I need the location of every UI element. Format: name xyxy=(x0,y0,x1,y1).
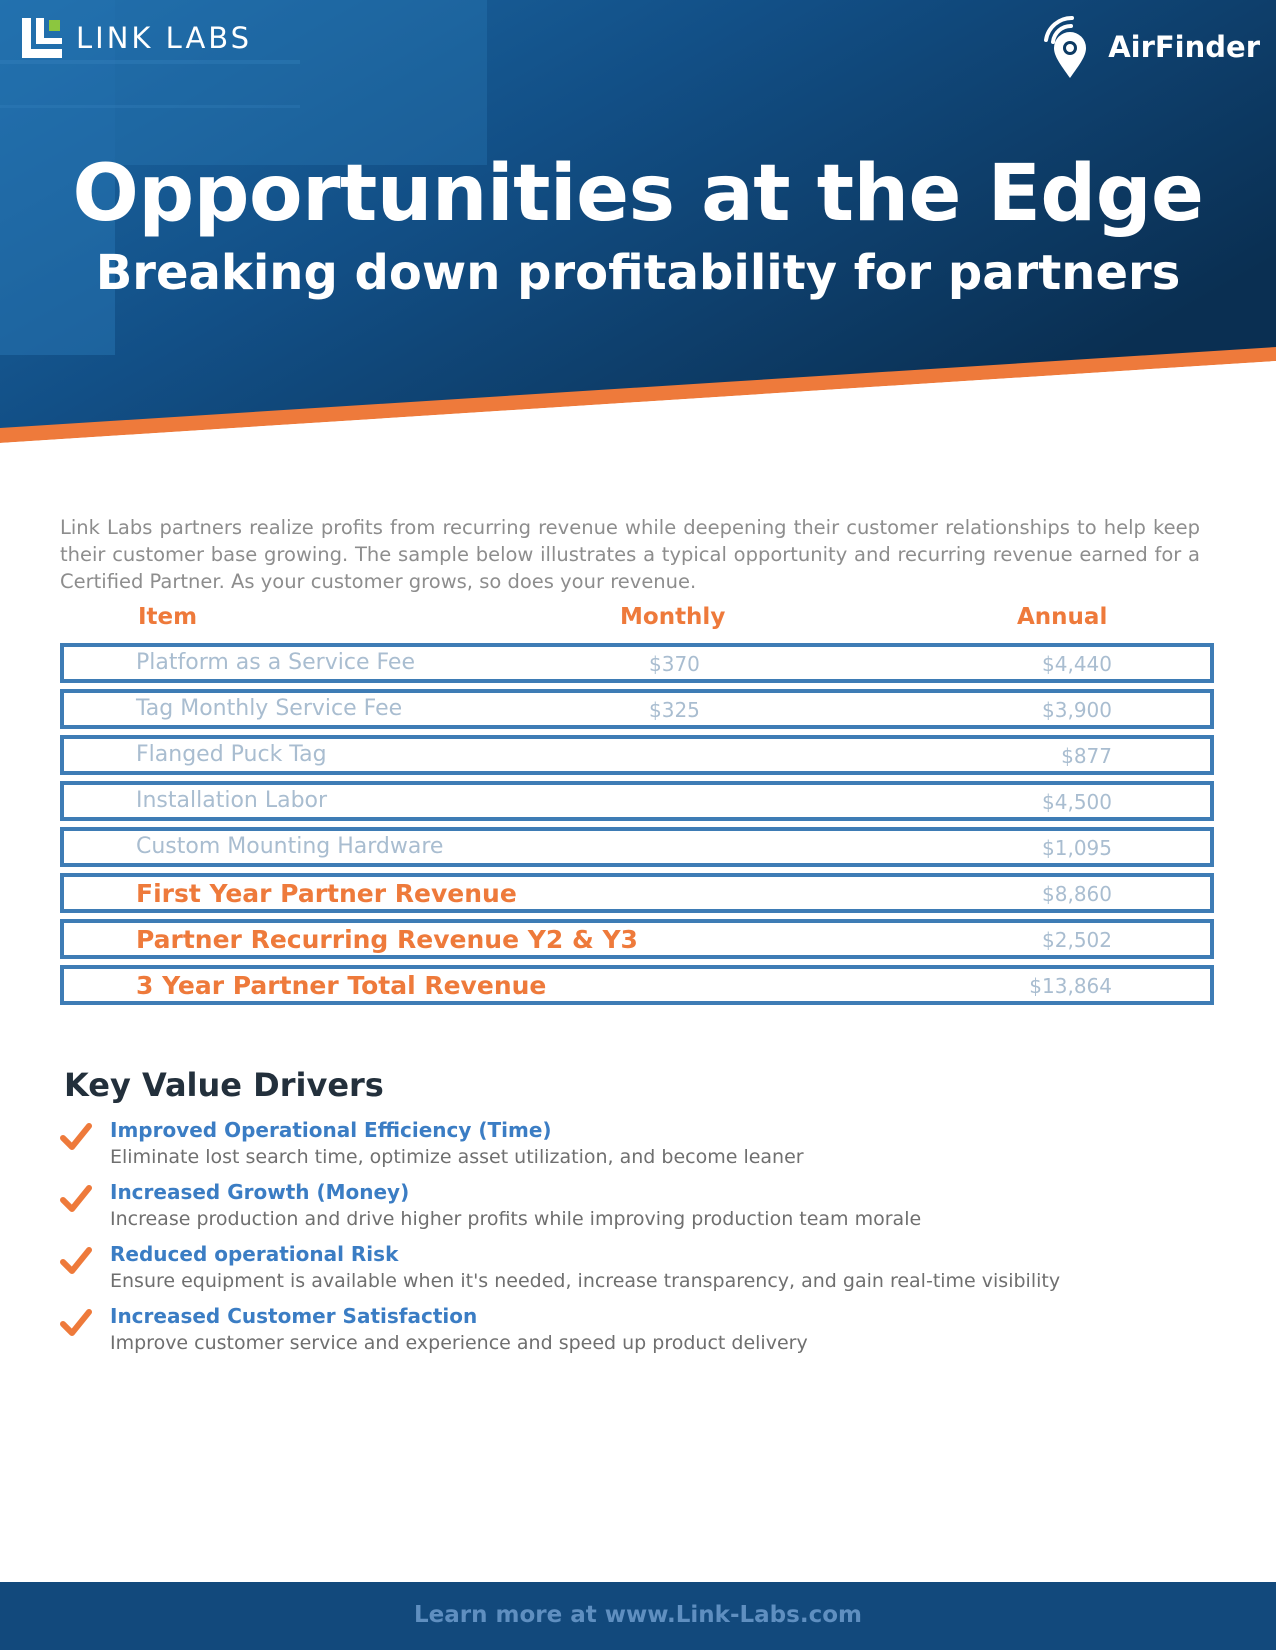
row-annual: $877 xyxy=(1061,744,1112,768)
row-item: Platform as a Service Fee xyxy=(136,650,416,675)
driver-description: Eliminate lost search time, optimize asset utilization, and become leaner xyxy=(110,1146,804,1168)
check-icon xyxy=(60,1184,92,1214)
table-total-row xyxy=(60,873,1214,913)
driver-title: Increased Customer Satisfaction xyxy=(110,1304,478,1328)
driver-description: Increase production and drive higher profits while improving production team morale xyxy=(110,1208,922,1230)
revenue-table xyxy=(60,643,1214,1011)
page-subtitle: Breaking down profitability for partners xyxy=(95,245,1181,301)
driver-description: Improve customer service and experience and speed up product delivery xyxy=(110,1332,808,1354)
list-item xyxy=(60,1304,1220,1366)
table-total-row xyxy=(60,919,1214,959)
link-labs-logo-icon xyxy=(22,18,62,58)
footer-bar xyxy=(0,1582,1276,1650)
table-row xyxy=(60,689,1214,729)
row-monthly: $370 xyxy=(649,652,700,676)
key-value-drivers-heading: Key Value Drivers xyxy=(64,1066,384,1104)
row-item: 3 Year Partner Total Revenue xyxy=(136,971,547,1000)
product-name: AirFinder xyxy=(1108,30,1260,64)
key-value-drivers-list xyxy=(60,1118,1220,1366)
row-annual: $8,860 xyxy=(1042,882,1112,906)
airfinder-logo[interactable] xyxy=(1038,14,1260,80)
column-header-monthly: Monthly xyxy=(620,604,726,630)
row-annual: $13,864 xyxy=(1029,974,1112,998)
table-total-row xyxy=(60,965,1214,1005)
table-row xyxy=(60,827,1214,867)
row-item: Tag Monthly Service Fee xyxy=(136,696,403,721)
row-monthly: $325 xyxy=(649,698,700,722)
driver-title: Increased Growth (Money) xyxy=(110,1180,410,1204)
check-icon xyxy=(60,1246,92,1276)
table-row xyxy=(60,781,1214,821)
check-icon xyxy=(60,1122,92,1152)
brand-name: LINK LABS xyxy=(76,21,253,55)
table-row xyxy=(60,643,1214,683)
row-item: Installation Labor xyxy=(136,788,328,813)
column-header-item: Item xyxy=(138,604,198,630)
check-icon xyxy=(60,1308,92,1338)
column-header-annual: Annual xyxy=(1017,604,1108,630)
row-annual: $3,900 xyxy=(1042,698,1112,722)
footer-link[interactable]: Learn more at www.Link-Labs.com xyxy=(414,1602,862,1628)
intro-paragraph: Link Labs partners realize profits from recurring revenue while deepening their customer relationships to help keep their customer base growing. The sample below illustrates a typical opportunity and recurring revenue earned for a Certified Partner. As your customer grows, so does your revenue. xyxy=(60,515,1200,593)
row-annual: $4,500 xyxy=(1042,790,1112,814)
row-annual: $4,440 xyxy=(1042,652,1112,676)
driver-title: Reduced operational Risk xyxy=(110,1242,399,1266)
row-item: First Year Partner Revenue xyxy=(136,879,517,908)
link-labs-logo[interactable] xyxy=(22,18,252,58)
row-item: Custom Mounting Hardware xyxy=(136,834,444,859)
row-annual: $2,502 xyxy=(1042,928,1112,952)
table-row xyxy=(60,735,1214,775)
airfinder-location-icon xyxy=(1038,14,1102,80)
list-item xyxy=(60,1242,1220,1304)
driver-description: Ensure equipment is available when it's needed, increase transparency, and gain real-time visibility xyxy=(110,1270,1061,1292)
header-banner xyxy=(0,0,1276,450)
row-item: Flanged Puck Tag xyxy=(136,742,327,767)
list-item xyxy=(60,1118,1220,1180)
row-item: Partner Recurring Revenue Y2 & Y3 xyxy=(136,925,638,954)
list-item xyxy=(60,1180,1220,1242)
driver-title: Improved Operational Efficiency (Time) xyxy=(110,1118,552,1142)
row-annual: $1,095 xyxy=(1042,836,1112,860)
page-title: Opportunities at the Edge xyxy=(72,149,1204,239)
table-header xyxy=(0,604,1276,638)
